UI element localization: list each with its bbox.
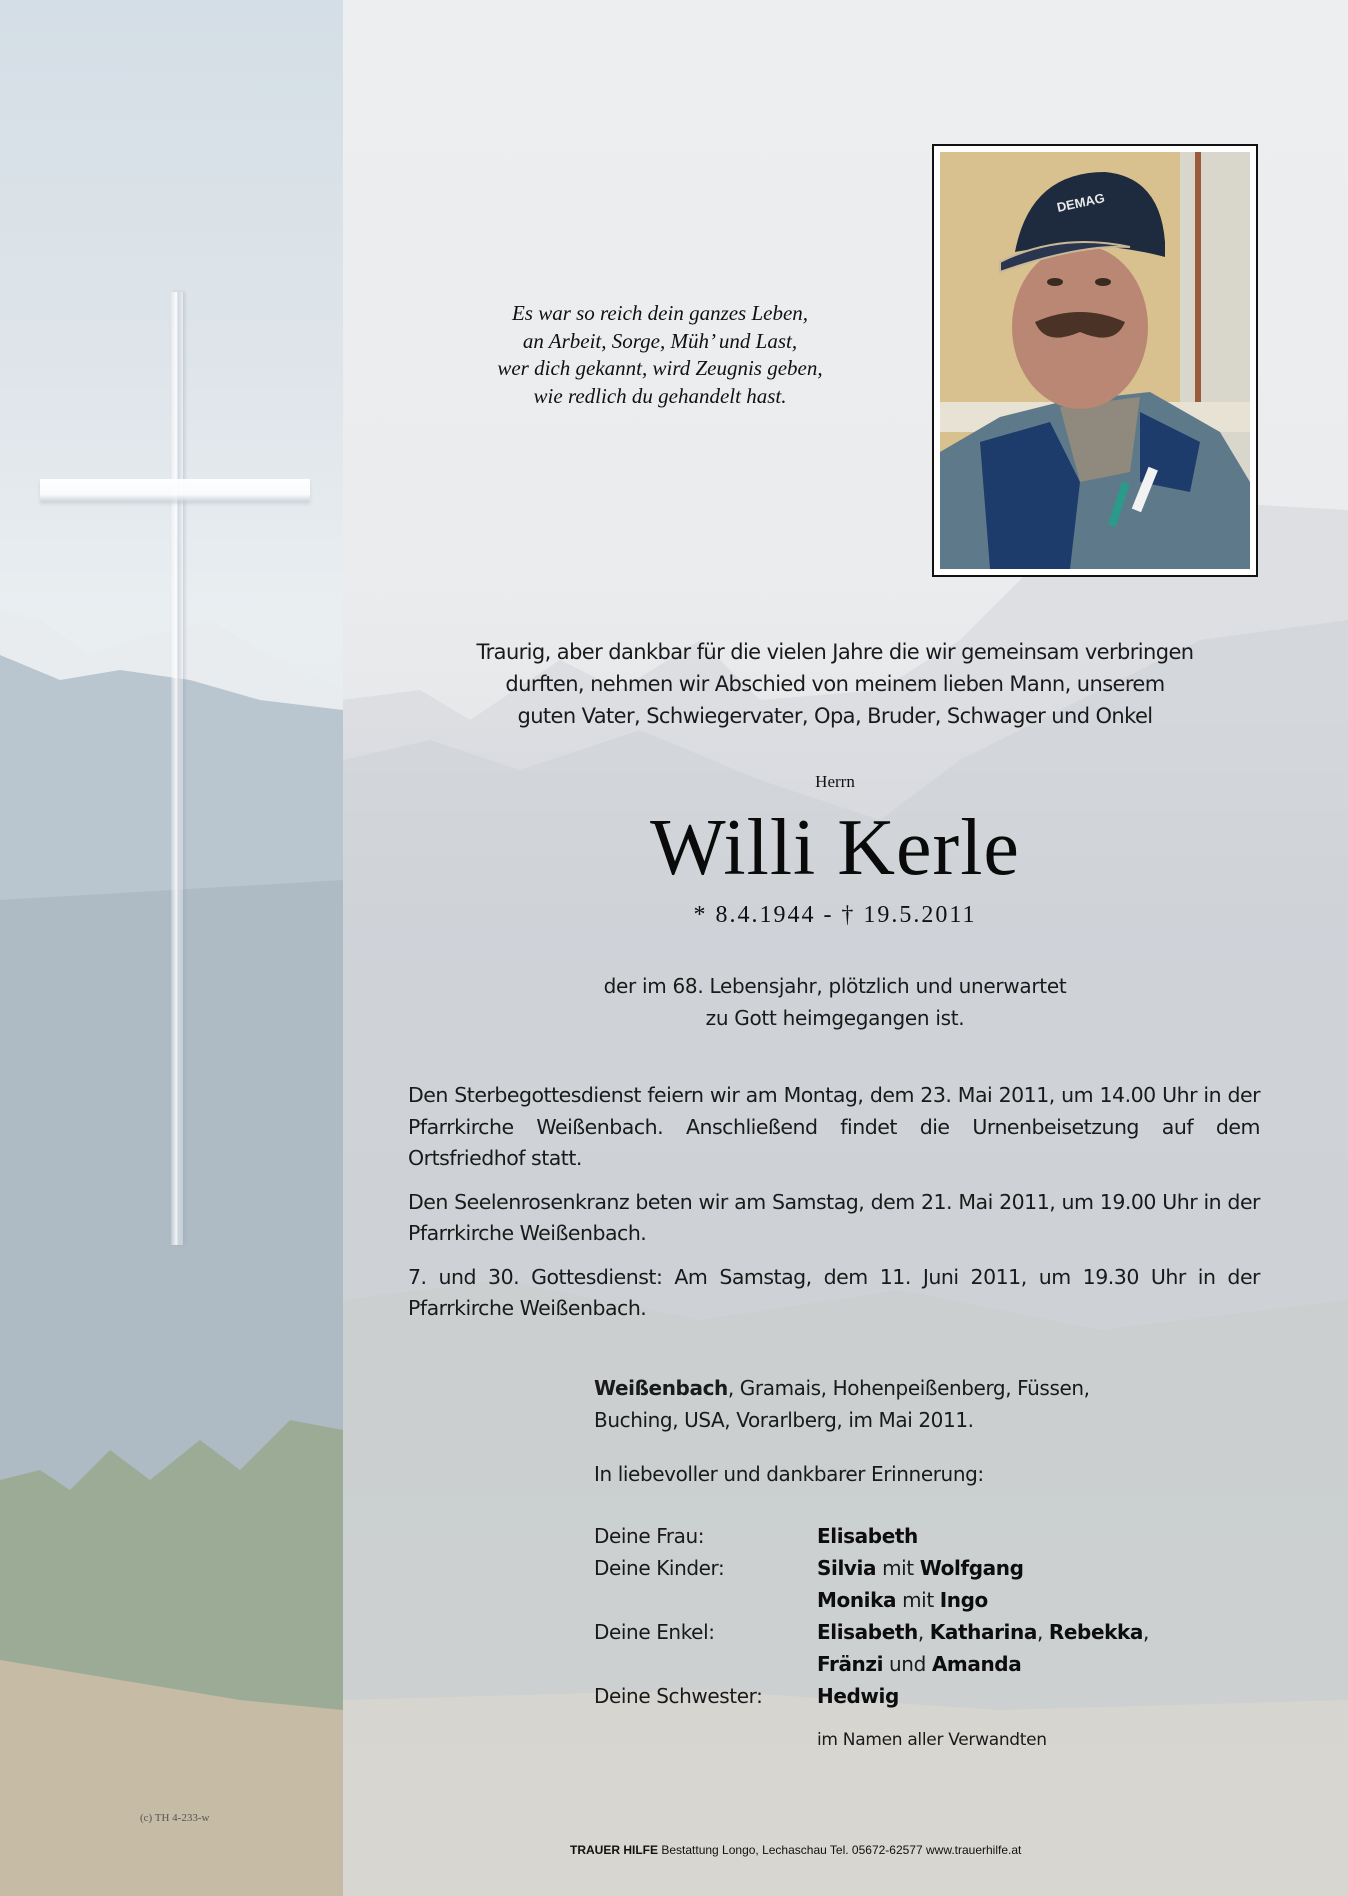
poem-line: wie redlich du gehandelt hast. (533, 383, 787, 408)
intro-line: durften, nehmen wir Abschied von meinem lieben Mann, unserem (505, 672, 1165, 696)
place-bold: Weißenbach (594, 1376, 728, 1400)
family-connector: , (1036, 1620, 1049, 1644)
signoff: im Namen aller Verwandten (817, 1730, 1047, 1750)
deceased-name: Willi Kerle (650, 804, 1020, 892)
footer-brand: TRAUER HILFE (570, 1843, 658, 1857)
age-text (480, 970, 1190, 1034)
remembrance-heading: In liebevoller und dankbarer Erinnerung: (594, 1462, 984, 1486)
portrait-photo (940, 152, 1250, 569)
family-relation: Deine Enkel: (594, 1620, 715, 1644)
family-names (817, 1520, 918, 1552)
cross-bar (40, 479, 310, 501)
family-row (594, 1552, 1294, 1584)
family-row (594, 1616, 1294, 1648)
age-line: zu Gott heimgegangen ist. (705, 1006, 965, 1030)
family-member-name: Amanda (931, 1652, 1022, 1676)
family-row (594, 1648, 1294, 1680)
family-member-name: Silvia (817, 1556, 877, 1580)
family-member-name: Elisabeth (817, 1620, 918, 1644)
family-member-name: Rebekka (1048, 1620, 1144, 1644)
intro-line: Traurig, aber dankbar für die vielen Jahre die wir gemeinsam verbringen (476, 640, 1194, 664)
family-row (594, 1520, 1294, 1552)
memorial-mass-text: 7. und 30. Gottesdienst: Am Samstag, dem 11. Juni 2011, um 19.30 Uhr in der Pfarrkirche Weißenbach. (408, 1264, 1260, 1320)
family-relation (594, 1648, 817, 1680)
copyright-code: (c) TH 4-233-w (140, 1812, 210, 1824)
places-line2: Buching, USA, Vorarlberg, im Mai 2011. (594, 1408, 974, 1432)
undertaker-footer (570, 1843, 1090, 1857)
family-relation (594, 1584, 817, 1616)
family-member-name: Elisabeth (817, 1524, 918, 1548)
funeral-mass-text: Den Sterbegottesdienst feiern wir am Montag, dem 23. Mai 2011, um 14.00 Uhr in der Pfarrkirche Weißenbach. Anschließend findet die Urnenbeisetzung auf dem Ortsfriedhof statt. (408, 1083, 1260, 1170)
left-decor-panel (0, 0, 343, 1896)
life-dates: * 8.4.1944 - † 19.5.2011 (693, 902, 977, 928)
family-row (594, 1680, 1294, 1712)
family-list (594, 1520, 1294, 1712)
places-line1: , Gramais, Hohenpeißenberg, Füssen, (727, 1376, 1090, 1400)
cross-icon (171, 292, 183, 1245)
rosary-text: Den Seelenrosenkranz beten wir am Samstag, dem 21. Mai 2011, um 19.00 Uhr in der Pfarrkirche Weißenbach. (408, 1189, 1260, 1245)
intro-text (380, 636, 1290, 732)
family-connector: , (1143, 1620, 1149, 1644)
footer-text: Bestattung Longo, Lechaschau Tel. 05672-62577 www.trauerhilfe.at (658, 1843, 1022, 1857)
family-member-name: Monika (817, 1588, 897, 1612)
salutation: Herrn (815, 772, 855, 791)
family-member-name: Hedwig (817, 1684, 899, 1708)
svg-text:DEMAG: DEMAG (1055, 190, 1106, 215)
poem (440, 300, 880, 410)
poem-line: wer dich gekannt, wird Zeugnis geben, (497, 356, 823, 380)
family-names (817, 1680, 899, 1712)
service-details (408, 1080, 1260, 1337)
family-relation: Deine Kinder: (594, 1556, 725, 1580)
poem-line: Es war so reich dein ganzes Leben, (511, 301, 809, 325)
family-names (817, 1648, 1021, 1680)
intro-line: guten Vater, Schwiegervater, Opa, Bruder, Schwager und Onkel (517, 704, 1153, 728)
family-names (817, 1616, 1149, 1648)
family-relation: Deine Frau: (594, 1524, 705, 1548)
family-connector: , (917, 1620, 930, 1644)
poem-line: an Arbeit, Sorge, Müh’ und Last, (522, 328, 798, 353)
family-connector: und (883, 1652, 932, 1676)
family-member-name: Katharina (929, 1620, 1037, 1644)
age-line: der im 68. Lebensjahr, plötzlich und unerwartet (603, 974, 1067, 998)
family-names (817, 1584, 988, 1616)
portrait-frame (932, 144, 1258, 577)
family-connector: mit (896, 1588, 940, 1612)
family-member-name: Ingo (939, 1588, 988, 1612)
family-names (817, 1552, 1024, 1584)
family-connector: mit (876, 1556, 920, 1580)
places-text (594, 1372, 1214, 1436)
family-member-name: Wolfgang (919, 1556, 1024, 1580)
family-relation: Deine Schwester: (594, 1684, 763, 1708)
family-row (594, 1584, 1294, 1616)
family-member-name: Fränzi (817, 1652, 884, 1676)
